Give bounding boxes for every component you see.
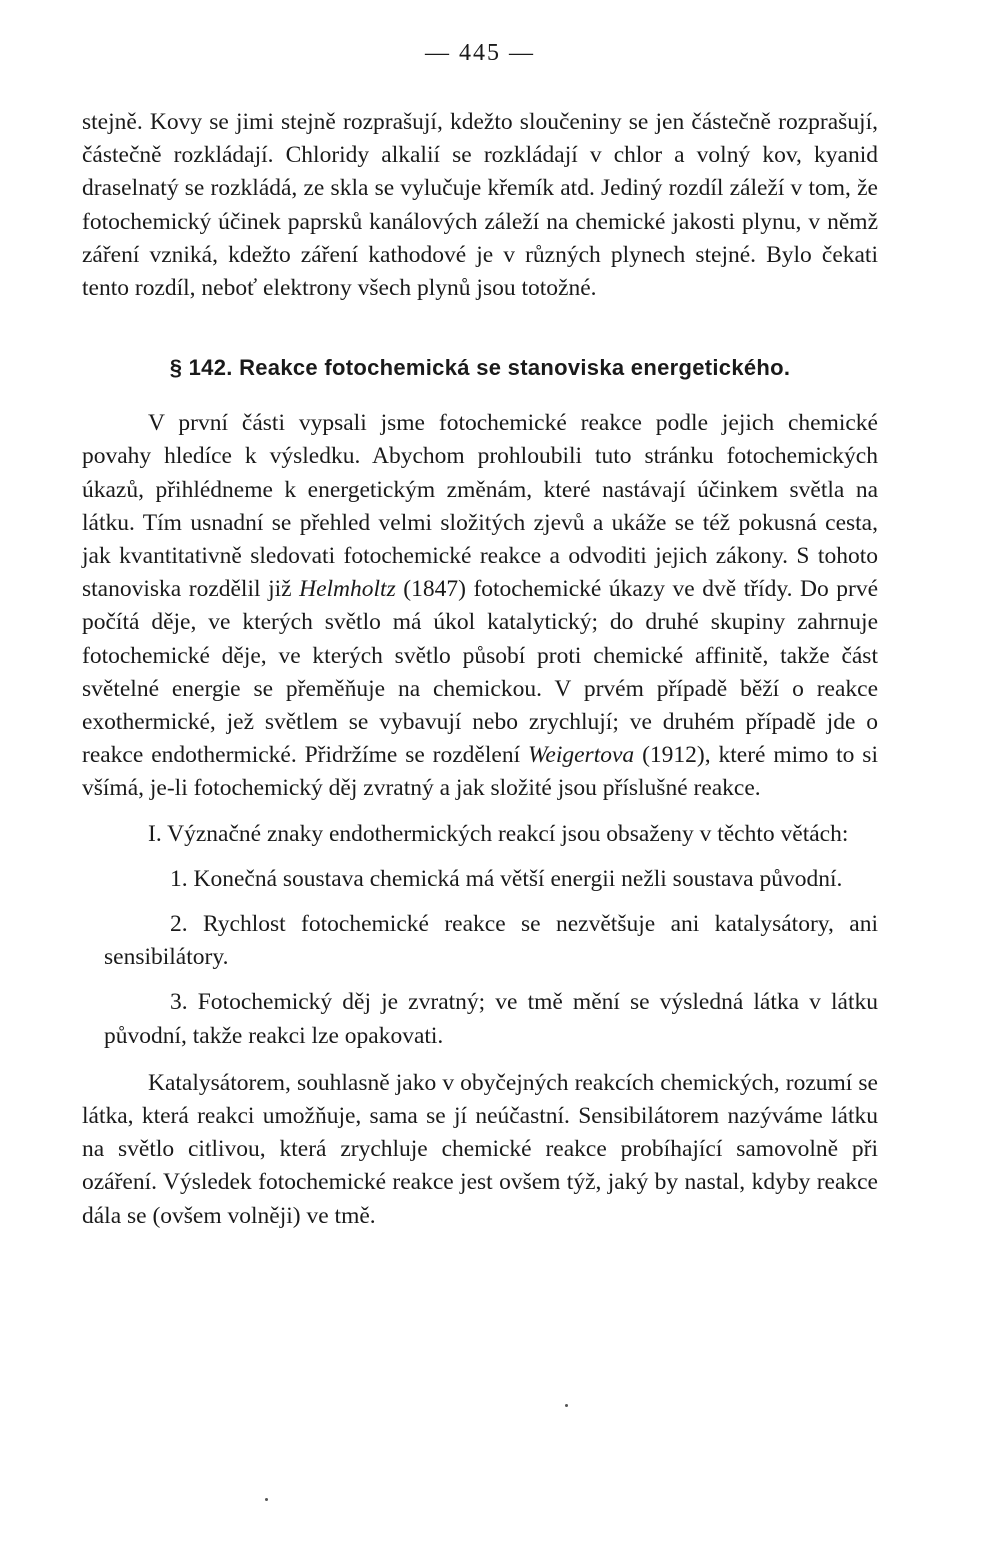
list-item: 3. Fotochemický děj je zvratný; ve tmě mění se výsledná látka v látku původní, takže reakci lze opakovati. bbox=[104, 989, 878, 1049]
list-item: 2. Rychlost fotochemické reakce se nezvětšuje ani katalysátory, ani sensibilátory. bbox=[104, 911, 878, 971]
paragraph-catalysts: Katalysátorem, souhlasně jako v obyčejných reakcích chemických, rozumí se látka, která reakci umožňuje, sama se jí neúčastní. Sensibilátorem nazýváme látku na světlo citlivou, která zrychluje chemické reakce probíhající samovolně při ozáření. Výsledek fotochemické reakce jest ovšem týž, jaký by nastal, kdyby reakce dála se (ovšem volněji) ve tmě. bbox=[82, 1069, 878, 1229]
author-name: Helmholtz bbox=[299, 576, 396, 603]
print-speck bbox=[565, 1404, 568, 1407]
paragraph-text: V první části vypsali jsme fotochemické reakce podle jejich chemické povahy hledíce k výsledku. Abychom prohloubili tuto stránku fotochemických úkazů, přihlédneme k energetickým změnám, které nastávají účinkem světla na látku. Tím usnadní se přehled velmi složitých zjevů a ukáže se též pokusná cesta, jak kvantitativně sledovati fotochemické reakce a odvoditi jejich zákony. S tohoto stanoviska rozdělil již bbox=[82, 410, 878, 603]
author-name: Weigertova bbox=[528, 742, 635, 769]
paragraph-continuation: stejně. Kovy se jimi stejně rozprašují, kdežto sloučeniny se jen částečně rozprašují, částečně rozkládají. Chloridy alkalií se rozkládají v chlor a volný kov, kyanid draselnatý se rozkládá, ze skla se vylučuje křemík atd. Jediný rozdíl záleží v tom, že fotochemický účinek paprsků kanálových záleží na chemické jakosti plynu, v němž záření vzniká, kdežto záření kathodové je v různých plynech stejné. Bylo čekati tento rozdíl, neboť elektrony všech plynů jsou totožné. bbox=[82, 109, 878, 302]
section-heading: § 142. Reakce fotochemická se stanoviska energetického. bbox=[169, 355, 791, 381]
book-page bbox=[82, 40, 878, 1233]
paragraph-text: (1912), které mimo to si všímá, je-li fotochemický děj zvratný a jak složité jsou příslušné reakce. bbox=[82, 742, 878, 802]
print-speck bbox=[265, 1498, 268, 1501]
paragraph-energetics bbox=[82, 407, 878, 805]
page-number: — 445 — bbox=[425, 40, 535, 66]
paragraph-text: (1847) fotochemické úkazy ve dvě třídy. Do prvé počítá děje, ve kterých světlo má úkol katalytický; do druhé skupiny zahrnuje fotochemické děje, ve kterých světlo působí proti chemické affinitě, takže část světelné energie se přeměňuje na chemickou. V prvém případě běží o reakce exothermické, jež světlem se vybavují nebo zrychlují; ve druhém případě jde o reakce endothermické. Přidržíme se rozdělení bbox=[82, 576, 879, 769]
list-item: 1. Konečná soustava chemická má větší energii nežli soustava původní. bbox=[170, 865, 843, 892]
paragraph-endothermic-intro: I. Význačné znaky endothermických reakcí jsou obsaženy v těchto větách: bbox=[148, 820, 849, 847]
